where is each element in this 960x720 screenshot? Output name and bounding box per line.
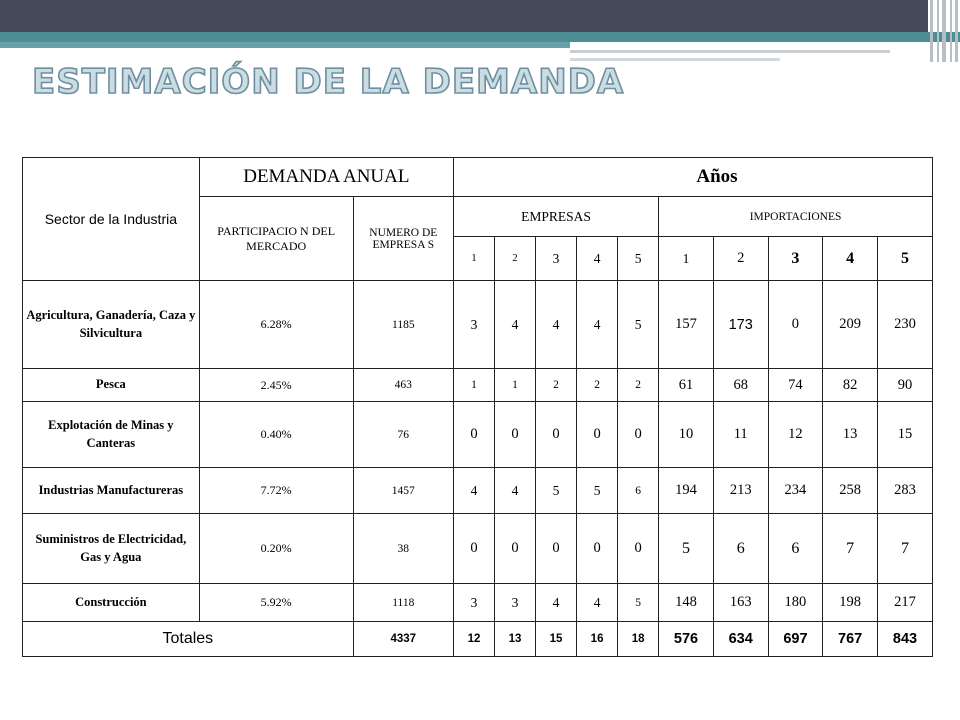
empresas-cell: 5 bbox=[577, 468, 618, 514]
importaciones-cell: 12 bbox=[768, 402, 823, 468]
participacion-cell: 7.72% bbox=[199, 468, 353, 514]
numero-cell: 463 bbox=[353, 369, 453, 402]
totals-empresas-cell: 18 bbox=[618, 622, 659, 657]
table-row bbox=[23, 369, 933, 402]
sector-label: Pesca bbox=[23, 369, 200, 402]
totals-empresas-cell: 16 bbox=[577, 622, 618, 657]
totals-label: Totales bbox=[23, 622, 354, 657]
importaciones-cell: 74 bbox=[768, 369, 823, 402]
demanda-anual-header: DEMANDA ANUAL bbox=[199, 158, 453, 197]
importaciones-cell: 173 bbox=[713, 281, 768, 369]
empresas-cell: 2 bbox=[577, 369, 618, 402]
totals-importaciones-cell: 767 bbox=[823, 622, 878, 657]
importaciones-cell: 157 bbox=[659, 281, 714, 369]
empresas-cell: 6 bbox=[618, 468, 659, 514]
totals-row bbox=[23, 622, 933, 657]
empresas-cell: 4 bbox=[577, 281, 618, 369]
importaciones-cell: 230 bbox=[878, 281, 933, 369]
sector-label: Construcción bbox=[23, 584, 200, 622]
numero-cell: 76 bbox=[353, 402, 453, 468]
numero-cell: 1457 bbox=[353, 468, 453, 514]
totals-empresas-cell: 15 bbox=[536, 622, 577, 657]
year-number: 5 bbox=[878, 237, 933, 281]
totals-empresas-cell: 13 bbox=[495, 622, 536, 657]
participacion-cell: 0.20% bbox=[199, 514, 353, 584]
importaciones-cell: 163 bbox=[713, 584, 768, 622]
empresas-cell: 1 bbox=[453, 369, 494, 402]
year-number: 3 bbox=[536, 237, 577, 281]
year-number: 1 bbox=[659, 237, 714, 281]
empresas-cell: 0 bbox=[536, 402, 577, 468]
table-row bbox=[23, 584, 933, 622]
empresas-cell: 4 bbox=[536, 584, 577, 622]
empresas-cell: 5 bbox=[618, 584, 659, 622]
importaciones-cell: 13 bbox=[823, 402, 878, 468]
table-row bbox=[23, 402, 933, 468]
empresas-cell: 0 bbox=[618, 402, 659, 468]
table-row bbox=[23, 514, 933, 584]
importaciones-cell: 11 bbox=[713, 402, 768, 468]
importaciones-cell: 90 bbox=[878, 369, 933, 402]
empresas-cell: 0 bbox=[495, 514, 536, 584]
sector-label: Suministros de Electricidad, Gas y Agua bbox=[23, 514, 200, 584]
year-number: 1 bbox=[453, 237, 494, 281]
participacion-cell: 2.45% bbox=[199, 369, 353, 402]
header-band-dark bbox=[0, 0, 928, 32]
year-number: 3 bbox=[768, 237, 823, 281]
totals-empresas-cell: 12 bbox=[453, 622, 494, 657]
importaciones-cell: 217 bbox=[878, 584, 933, 622]
empresas-cell: 2 bbox=[618, 369, 659, 402]
empresas-cell: 4 bbox=[495, 281, 536, 369]
empresas-cell: 1 bbox=[495, 369, 536, 402]
importaciones-cell: 7 bbox=[823, 514, 878, 584]
sector-label: Industrias Manufactureras bbox=[23, 468, 200, 514]
header-accent-line bbox=[570, 58, 780, 61]
sector-label: Agricultura, Ganadería, Caza y Silvicultura bbox=[23, 281, 200, 369]
year-number: 4 bbox=[823, 237, 878, 281]
importaciones-cell: 209 bbox=[823, 281, 878, 369]
empresas-cell: 5 bbox=[536, 468, 577, 514]
empresas-cell: 4 bbox=[453, 468, 494, 514]
importaciones-cell: 0 bbox=[768, 281, 823, 369]
importaciones-cell: 6 bbox=[768, 514, 823, 584]
empresas-cell: 0 bbox=[577, 402, 618, 468]
year-number: 2 bbox=[713, 237, 768, 281]
importaciones-cell: 10 bbox=[659, 402, 714, 468]
year-number: 5 bbox=[618, 237, 659, 281]
header-band-teal-accent bbox=[0, 42, 570, 48]
empresas-cell: 2 bbox=[536, 369, 577, 402]
importaciones-cell: 148 bbox=[659, 584, 714, 622]
participacion-cell: 0.40% bbox=[199, 402, 353, 468]
empresas-cell: 5 bbox=[618, 281, 659, 369]
totals-importaciones-cell: 634 bbox=[713, 622, 768, 657]
importaciones-cell: 15 bbox=[878, 402, 933, 468]
importaciones-cell: 234 bbox=[768, 468, 823, 514]
empresas-cell: 3 bbox=[495, 584, 536, 622]
numero-empresas-header: NUMERO DE EMPRESA S bbox=[353, 197, 453, 281]
importaciones-cell: 82 bbox=[823, 369, 878, 402]
empresas-cell: 0 bbox=[536, 514, 577, 584]
header-band-teal bbox=[0, 32, 960, 42]
empresas-cell: 3 bbox=[453, 281, 494, 369]
importaciones-cell: 283 bbox=[878, 468, 933, 514]
participacion-cell: 5.92% bbox=[199, 584, 353, 622]
empresas-cell: 0 bbox=[618, 514, 659, 584]
year-number: 4 bbox=[577, 237, 618, 281]
empresas-cell: 0 bbox=[453, 514, 494, 584]
empresas-cell: 0 bbox=[453, 402, 494, 468]
totals-importaciones-cell: 697 bbox=[768, 622, 823, 657]
totals-importaciones-cell: 843 bbox=[878, 622, 933, 657]
empresas-cell: 0 bbox=[577, 514, 618, 584]
numero-cell: 1118 bbox=[353, 584, 453, 622]
sector-header: Sector de la Industria bbox=[23, 158, 200, 281]
header-accent-line bbox=[570, 50, 890, 53]
importaciones-cell: 180 bbox=[768, 584, 823, 622]
empresas-header: EMPRESAS bbox=[453, 197, 658, 237]
sector-label: Explotación de Minas y Canteras bbox=[23, 402, 200, 468]
demand-table bbox=[22, 157, 933, 657]
importaciones-cell: 213 bbox=[713, 468, 768, 514]
empresas-cell: 4 bbox=[495, 468, 536, 514]
empresas-cell: 4 bbox=[536, 281, 577, 369]
empresas-cell: 4 bbox=[577, 584, 618, 622]
importaciones-header: IMPORTACIONES bbox=[659, 197, 933, 237]
numero-cell: 1185 bbox=[353, 281, 453, 369]
empresas-cell: 3 bbox=[453, 584, 494, 622]
importaciones-cell: 68 bbox=[713, 369, 768, 402]
importaciones-cell: 7 bbox=[878, 514, 933, 584]
importaciones-cell: 6 bbox=[713, 514, 768, 584]
header-vertical-stripes bbox=[928, 0, 960, 62]
participacion-cell: 6.28% bbox=[199, 281, 353, 369]
importaciones-cell: 5 bbox=[659, 514, 714, 584]
table-row bbox=[23, 281, 933, 369]
page-title: ESTIMACIÓN DE LA DEMANDA bbox=[32, 62, 625, 102]
importaciones-cell: 61 bbox=[659, 369, 714, 402]
empresas-cell: 0 bbox=[495, 402, 536, 468]
participacion-header: PARTICIPACIO N DEL MERCADO bbox=[199, 197, 353, 281]
anos-header: Años bbox=[453, 158, 932, 197]
year-number: 2 bbox=[495, 237, 536, 281]
importaciones-cell: 194 bbox=[659, 468, 714, 514]
table-row bbox=[23, 468, 933, 514]
numero-cell: 38 bbox=[353, 514, 453, 584]
importaciones-cell: 198 bbox=[823, 584, 878, 622]
totals-importaciones-cell: 576 bbox=[659, 622, 714, 657]
totals-numero: 4337 bbox=[353, 622, 453, 657]
importaciones-cell: 258 bbox=[823, 468, 878, 514]
